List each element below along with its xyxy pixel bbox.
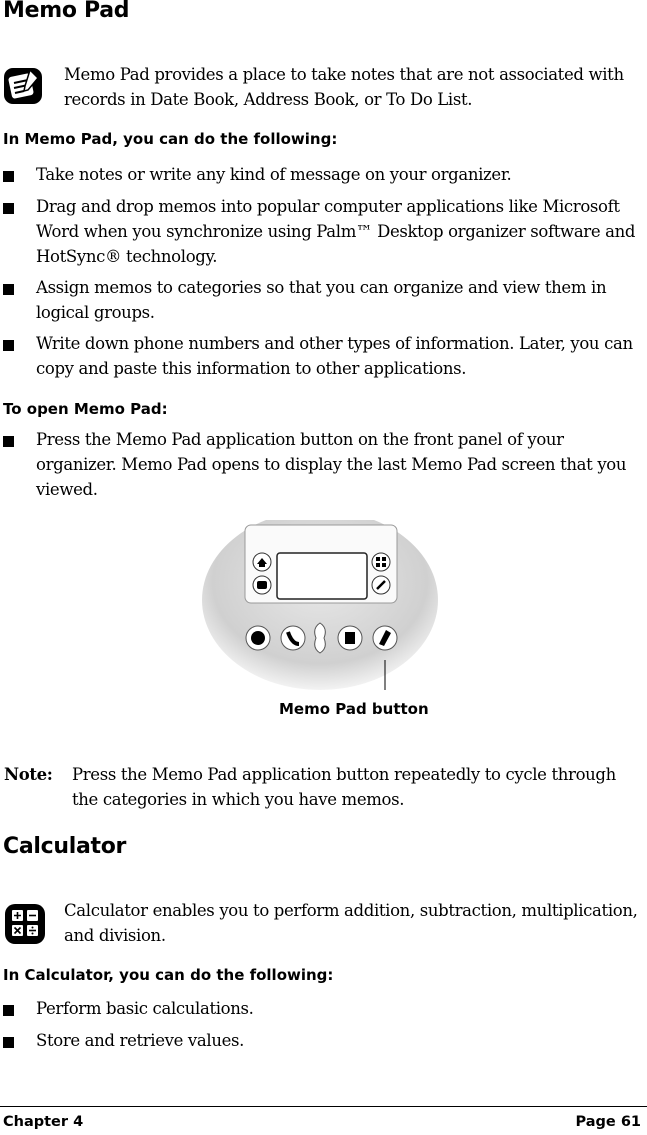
open-memo-steps [0, 427, 647, 507]
list-item-text: Take notes or write any kind of message on your organizer. [36, 165, 512, 184]
list-item-text: Press the Memo Pad application button on the front panel of your organizer. Memo Pad opens to display the last Memo Pad screen that you viewed. [36, 430, 627, 499]
note-label: Note: [4, 765, 53, 784]
memo-pad-heading: Memo Pad [3, 0, 130, 23]
list-item-text: Write down phone numbers and other types of information. Later, you can copy and paste this information to other applications. [36, 334, 633, 378]
footer-page-number: Page 61 [575, 1114, 641, 1130]
memo-can-do-heading: In Memo Pad, you can do the following: [3, 130, 338, 148]
list-item-text: Perform basic calculations. [36, 999, 254, 1018]
figure-caption: Memo Pad button [279, 700, 429, 718]
note-text: Press the Memo Pad application button repeatedly to cycle through the categories in which you have memos. [72, 765, 616, 809]
bullet-marker [3, 340, 14, 351]
bullet-marker [3, 284, 14, 295]
bullet-marker [3, 1005, 14, 1016]
list-item-text: Assign memos to categories so that you can organize and view them in logical groups. [36, 278, 607, 322]
device-figure [200, 520, 440, 720]
bullet-marker [3, 203, 14, 214]
bullet-marker [3, 436, 14, 447]
calculator-icon [3, 902, 47, 946]
calc-bullet-list [0, 996, 647, 1056]
bullet-marker [3, 1037, 14, 1048]
calculator-intro: Calculator enables you to perform addition, subtraction, multiplication, and division. [64, 901, 638, 945]
list-item-text: Drag and drop memos into popular computer applications like Microsoft Word when you synchronize using Palm™ Desktop organizer software and HotSync® technology. [36, 197, 636, 266]
bullet-marker [3, 171, 14, 182]
app-button-datebook [246, 626, 270, 650]
footer-chapter: Chapter 4 [3, 1114, 84, 1130]
open-memo-heading: To open Memo Pad: [3, 400, 168, 418]
list-item-text: Store and retrieve values. [36, 1031, 245, 1050]
footer-rule [0, 1106, 647, 1107]
memo-pad-icon [2, 64, 46, 108]
calc-can-do-heading: In Calculator, you can do the following: [3, 966, 334, 984]
calculator-heading: Calculator [3, 834, 127, 859]
memo-bullet-list [0, 160, 647, 390]
memo-pad-intro: Memo Pad provides a place to take notes that are not associated with records in Date Book, Address Book, or To Do List. [64, 65, 624, 109]
